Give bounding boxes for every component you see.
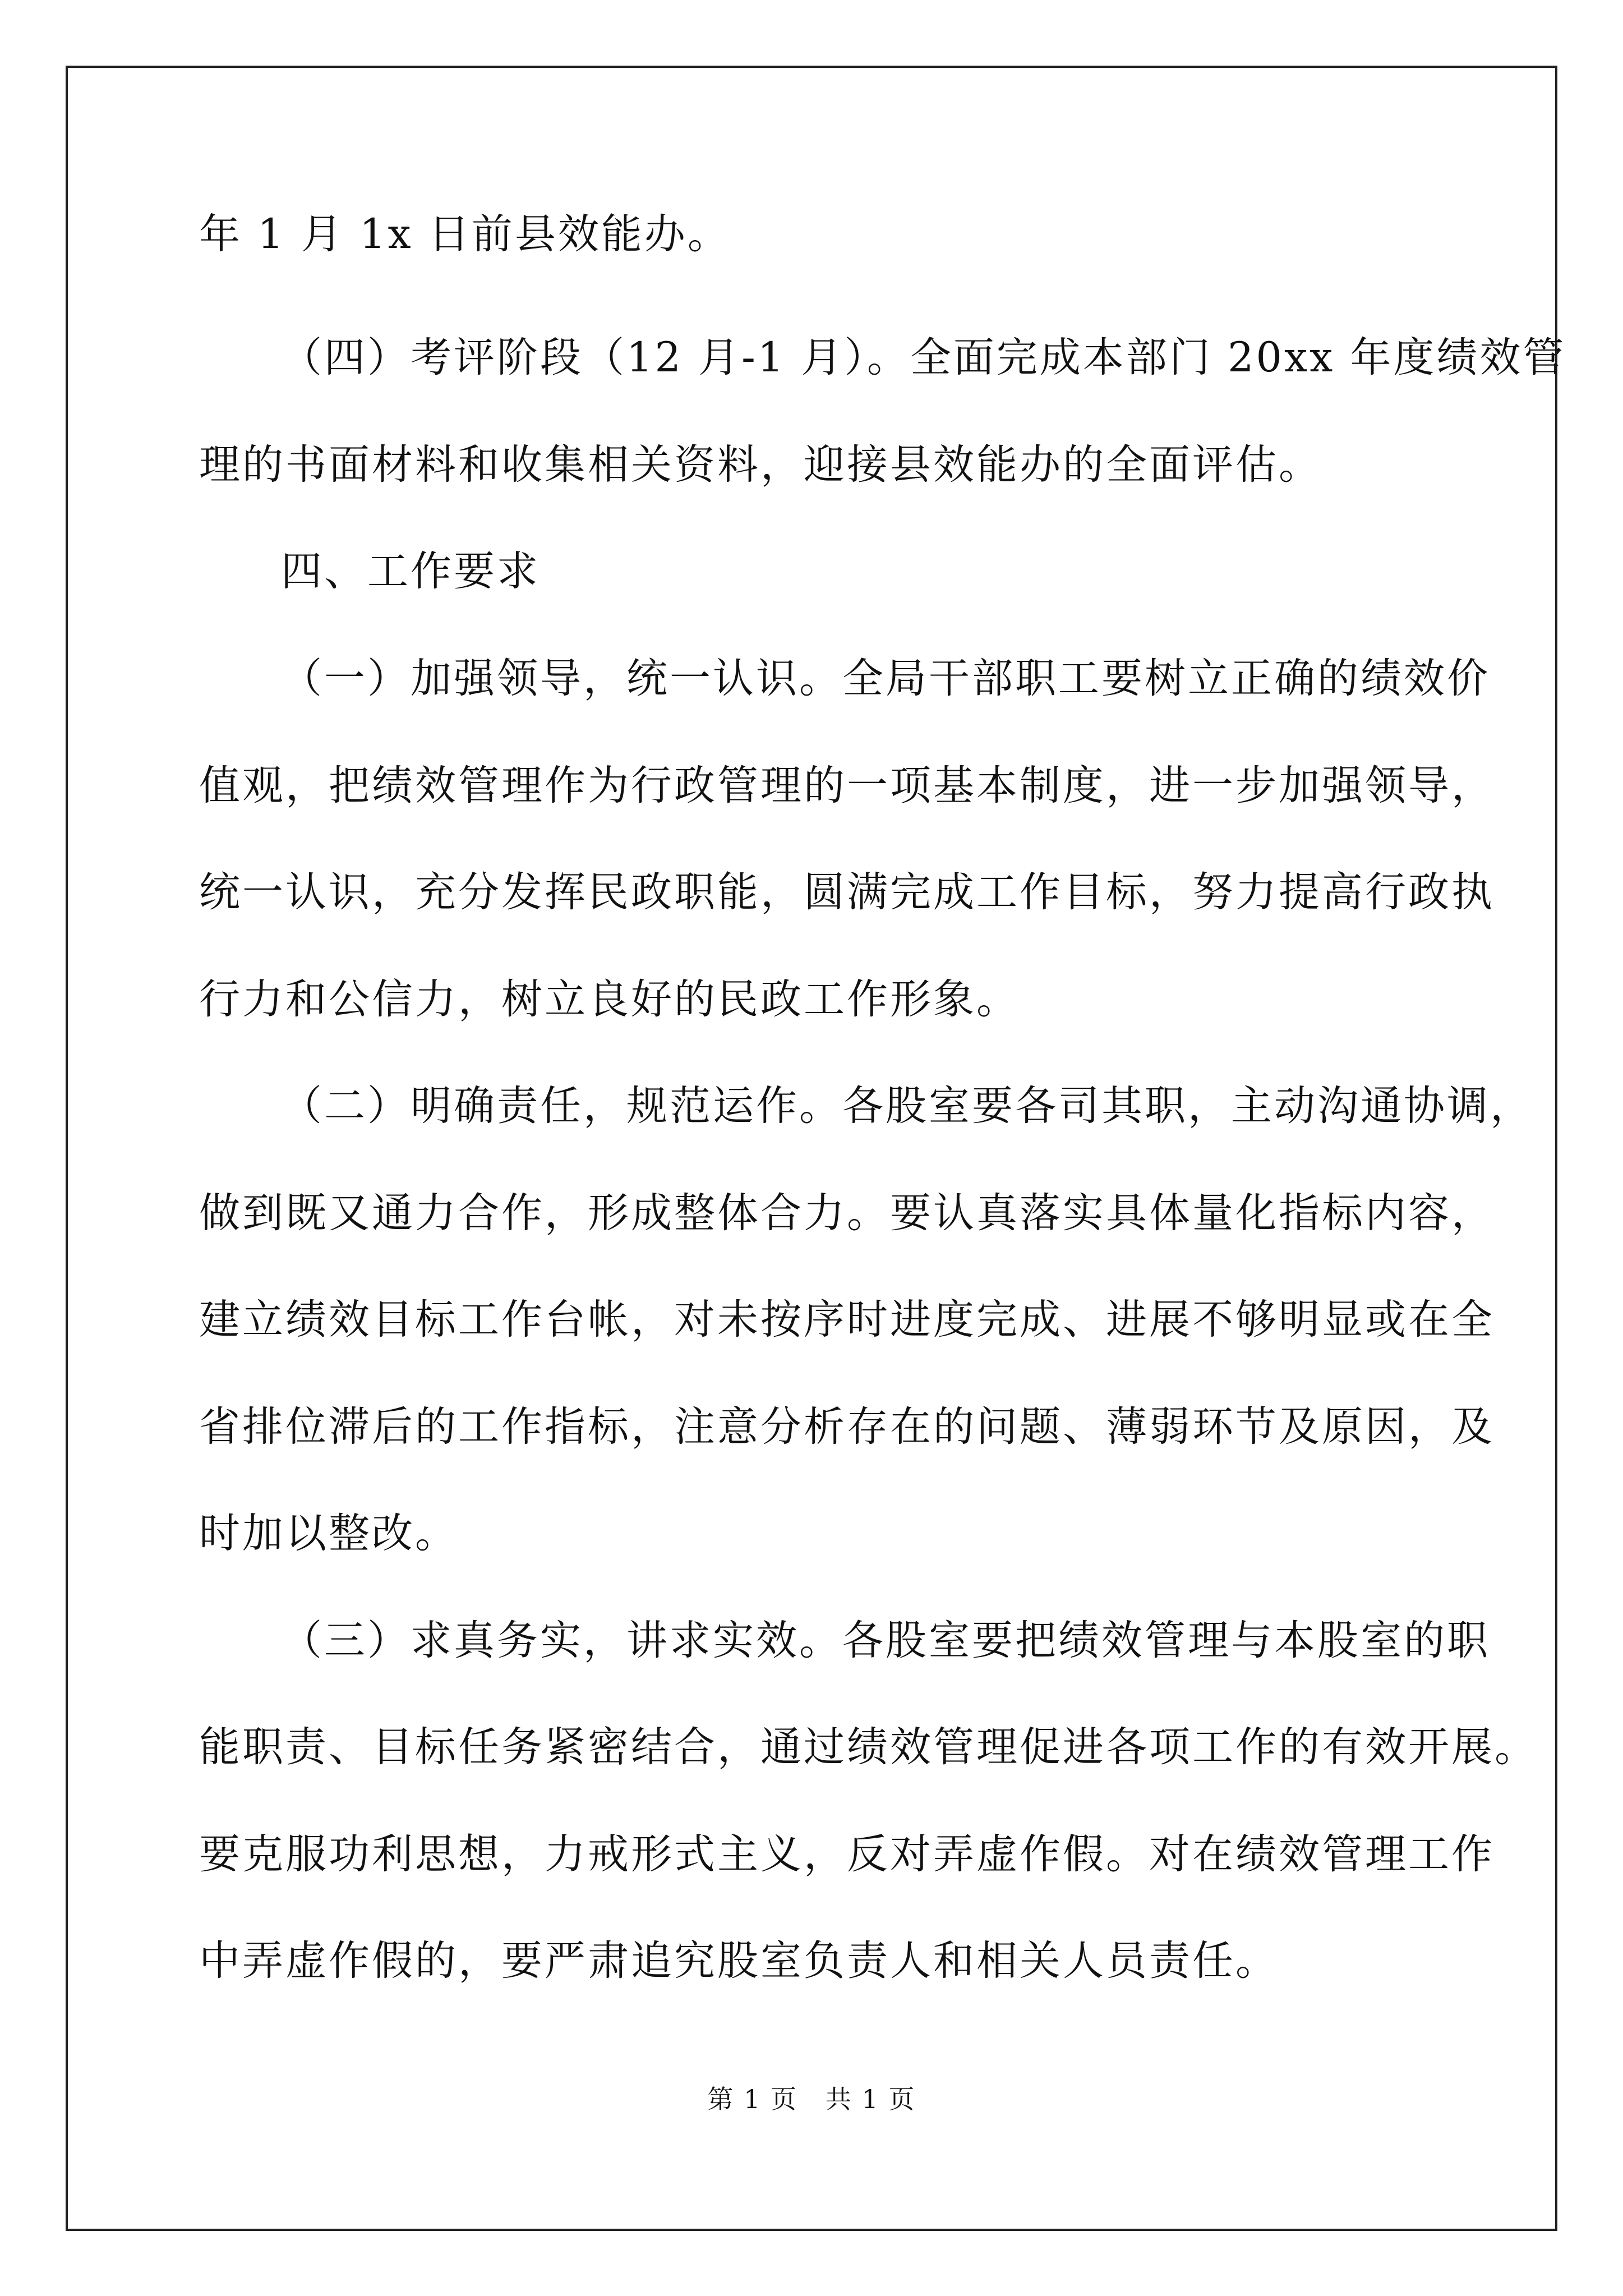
text-line: 省排位滞后的工作指标，注意分析存在的问题、薄弱环节及原因，及 <box>199 1403 1495 1451</box>
section-heading: 四、工作要求 <box>281 547 540 595</box>
paragraph-first-line: （三）求真务实，讲求实效。各股室要把绩效管理与本股室的职 <box>281 1617 1490 1664</box>
page-footer: 第 1 页 共 1 页 <box>707 2084 916 2114</box>
paragraph-first-line: （二）明确责任，规范运作。各股室要各司其职，主动沟通协调， <box>281 1082 1533 1130</box>
text-line: 能职责、目标任务紧密结合，通过绩效管理促进各项工作的有效开展。 <box>199 1723 1538 1771</box>
text-line: 要克服功利思想，力戒形式主义，反对弄虚作假。对在绩效管理工作 <box>199 1830 1495 1878</box>
text-line: 时加以整改。 <box>199 1510 458 1557</box>
text-line: 统一认识，充分发挥民政职能，圆满完成工作目标，努力提高行政执 <box>199 868 1495 916</box>
text-line: 做到既又通力合作，形成整体合力。要认真落实具体量化指标内容， <box>199 1189 1495 1237</box>
text-line: 值观，把绩效管理作为行政管理的一项基本制度，进一步加强领导， <box>199 762 1495 809</box>
paragraph-first-line: （四）考评阶段（12 月-1 月）。全面完成本部门 20xx 年度绩效管 <box>281 334 1566 381</box>
page-border <box>66 66 1557 2231</box>
text-line: 理的书面材料和收集相关资料，迎接县效能办的全面评估。 <box>199 441 1322 489</box>
text-line: 行力和公信力，树立良好的民政工作形象。 <box>199 976 1020 1023</box>
paragraph-first-line: （一）加强领导，统一认识。全局干部职工要树立正确的绩效价 <box>281 655 1490 702</box>
text-line: 建立绩效目标工作台帐，对未按序时进度完成、进展不够明显或在全 <box>199 1296 1495 1343</box>
text-line: 年 1 月 1x 日前县效能办。 <box>199 210 731 258</box>
text-line: 中弄虚作假的，要严肃追究股室负责人和相关人员责任。 <box>199 1937 1279 1985</box>
